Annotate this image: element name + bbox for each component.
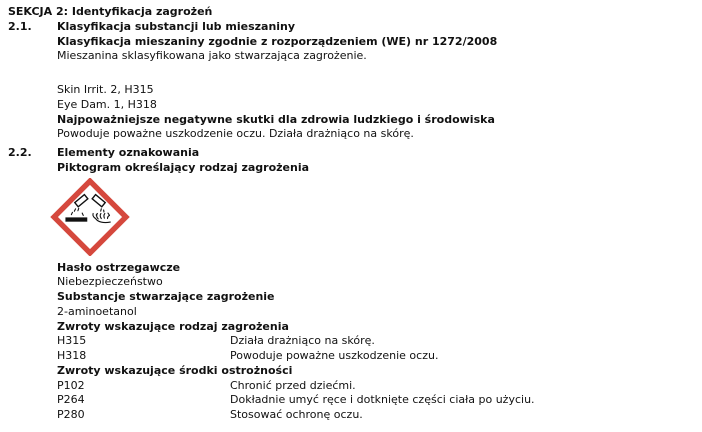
ghs05-corrosion-pictogram xyxy=(50,178,702,256)
section-title: SEKCJA 2: Identyfikacja zagrożeń xyxy=(8,5,213,18)
spacer xyxy=(8,64,702,83)
adverse-effects-heading: Najpoważniejsze negatywne skutki dla zdrowia ludzkiego i środowiska xyxy=(57,112,495,126)
subsection-2-1-heading-row xyxy=(8,20,702,35)
regulation-heading: Klasyfikacja mieszaniny zgodnie z rozporządzeniem (WE) nr 1272/2008 xyxy=(57,34,498,48)
precautionary-text: Dokładnie umyć ręce i dotknięte części ciała po użyciu. xyxy=(230,393,535,407)
precautionary-text: Stosować ochronę oczu. xyxy=(230,408,363,421)
hazard-statements-heading: Zwroty wskazujące rodzaj zagrożenia xyxy=(57,319,289,333)
hazard-code: H318 xyxy=(57,349,87,362)
adverse-effects-text: Powoduje poważne uszkodzenie oczu. Działa drażniąco na skórę. xyxy=(57,127,414,141)
classification-note: Mieszanina sklasyfikowana jako stwarzająca zagrożenie. xyxy=(57,49,367,63)
hazardous-substance: 2-aminoetanol xyxy=(57,304,137,318)
signal-word-heading: Hasło ostrzegawcze xyxy=(57,260,181,274)
subsection-number: 2.1. xyxy=(8,19,32,33)
precautionary-text: Chronić przed dziećmi. xyxy=(230,378,356,392)
pictogram-heading: Piktogram określający rodzaj zagrożenia xyxy=(57,160,310,174)
hazard-text: Działa drażniąco na skórę. xyxy=(230,334,375,348)
hazard-statement-row xyxy=(57,349,702,364)
subsection-heading: Klasyfikacja substancji lub mieszaniny xyxy=(57,19,296,33)
ghs05-corrosion-icon xyxy=(50,178,130,256)
precautionary-code: P280 xyxy=(57,408,85,421)
hazard-class-line: Skin Irrit. 2, H315 xyxy=(57,83,154,96)
subsection-heading: Elementy oznakowania xyxy=(57,146,200,159)
precautionary-statement-row xyxy=(57,408,702,423)
hazardous-substances-heading: Substancje stwarzające zagrożenie xyxy=(57,290,275,303)
hazard-statement-row xyxy=(57,334,702,349)
signal-word: Niebezpieczeństwo xyxy=(57,275,163,289)
hazard-text: Powoduje poważne uszkodzenie oczu. xyxy=(230,349,439,362)
precautionary-statements-heading: Zwroty wskazujące środki ostrożności xyxy=(57,363,293,377)
hazard-code: H315 xyxy=(57,334,87,348)
subsection-2-2-heading-row xyxy=(8,146,702,161)
precautionary-statement-row xyxy=(57,393,702,408)
precautionary-code: P102 xyxy=(57,378,85,392)
subsection-number: 2.2. xyxy=(8,146,32,159)
precautionary-statement-row xyxy=(57,379,702,394)
hazard-class-line: Eye Dam. 1, H318 xyxy=(57,97,157,111)
precautionary-code: P264 xyxy=(57,393,85,407)
